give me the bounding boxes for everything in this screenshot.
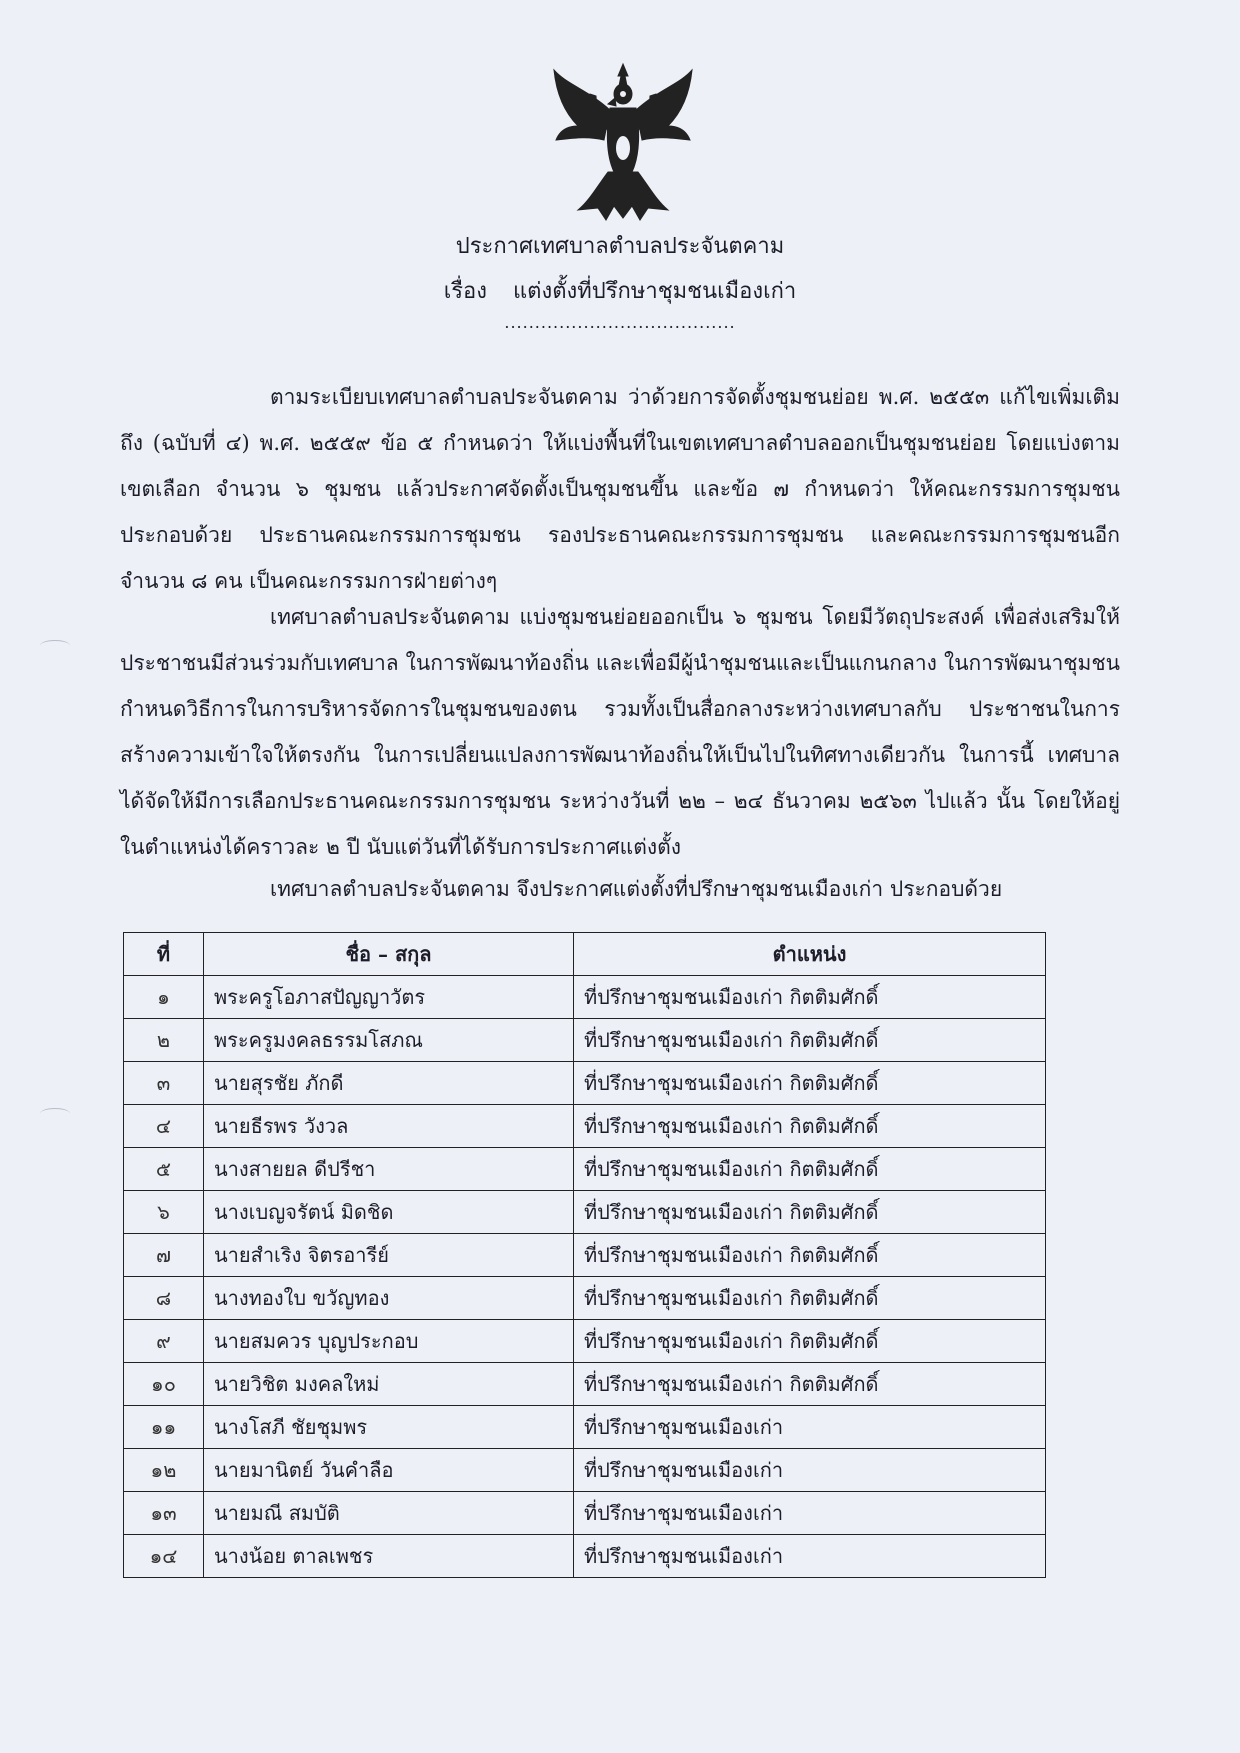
table-row xyxy=(124,976,1046,1019)
row-name: นางเบญจรัตน์ มิดชิด xyxy=(204,1191,574,1234)
advisor-table xyxy=(123,932,1046,1578)
row-name: นางน้อย ตาลเพชร xyxy=(204,1535,574,1578)
row-number: ๑๓ xyxy=(124,1492,204,1535)
announcement-statement: เทศบาลตำบลประจันตคาม จึงประกาศแต่งตั้งที่ปรึกษาชุมชนเมืองเก่า ประกอบด้วย xyxy=(270,877,1003,901)
header-number: ที่ xyxy=(124,933,204,976)
row-number: ๖ xyxy=(124,1191,204,1234)
row-name: นายสุรชัย ภักดี xyxy=(204,1062,574,1105)
table-row xyxy=(124,1191,1046,1234)
paragraph-regulation: ตามระเบียบเทศบาลตำบลประจันตคาม ว่าด้วยการจัดตั้งชุมชนย่อย พ.ศ. ๒๕๕๓ แก้ไขเพิ่มเติมถึง (ฉบับที่ ๔) พ.ศ. ๒๕๕๙ ข้อ ๕ กำหนดว่า ให้แบ่งพื้นที่ในเขตเทศบาลตำบลออกเป็นชุมชนย่อย โดยแบ่งตามเขตเลือก จำนวน ๖ ชุมชน แล้วประกาศจัดตั้งเป็นชุมชนขึ้น และข้อ ๗ กำหนดว่า ให้คณะกรรมการชุมชน ประกอบด้วย ประธานคณะกรรมการชุมชน รองประธานคณะกรรมการชุมชน และคณะกรรมการชุมชนอีก จำนวน ๘ คน เป็นคณะกรรมการฝ่ายต่างๆ xyxy=(120,385,1120,593)
row-position: ที่ปรึกษาชุมชนเมืองเก่า xyxy=(574,1406,1046,1449)
row-name: พระครูมงคลธรรมโสภณ xyxy=(204,1019,574,1062)
row-name: นางทองใบ ขวัญทอง xyxy=(204,1277,574,1320)
header-position: ตำแหน่ง xyxy=(574,933,1046,976)
row-position: ที่ปรึกษาชุมชนเมืองเก่า กิตติมศักดิ์ xyxy=(574,1320,1046,1363)
table-row xyxy=(124,1234,1046,1277)
table-row xyxy=(124,1019,1046,1062)
row-position: ที่ปรึกษาชุมชนเมืองเก่า กิตติมศักดิ์ xyxy=(574,1191,1046,1234)
row-number: ๕ xyxy=(124,1148,204,1191)
row-number: ๒ xyxy=(124,1019,204,1062)
garuda-emblem-icon xyxy=(548,60,698,225)
table-row xyxy=(124,1363,1046,1406)
row-position: ที่ปรึกษาชุมชนเมืองเก่า xyxy=(574,1535,1046,1578)
subject-label: เรื่อง xyxy=(443,279,487,304)
row-number: ๑ xyxy=(124,976,204,1019)
row-number: ๔ xyxy=(124,1105,204,1148)
table-body xyxy=(124,976,1046,1578)
row-position: ที่ปรึกษาชุมชนเมืองเก่า กิตติมศักดิ์ xyxy=(574,1234,1046,1277)
scan-mark xyxy=(40,640,70,651)
row-name: นายสำเริง จิตรอารีย์ xyxy=(204,1234,574,1277)
row-number: ๙ xyxy=(124,1320,204,1363)
row-position: ที่ปรึกษาชุมชนเมืองเก่า กิตติมศักดิ์ xyxy=(574,976,1046,1019)
row-position: ที่ปรึกษาชุมชนเมืองเก่า กิตติมศักดิ์ xyxy=(574,1105,1046,1148)
header-separator: ...................................... xyxy=(504,313,736,332)
table-row xyxy=(124,1105,1046,1148)
header-name: ชื่อ – สกุล xyxy=(204,933,574,976)
row-name: นายมานิตย์ วันคำลือ xyxy=(204,1449,574,1492)
table-header-row xyxy=(124,933,1046,976)
row-position: ที่ปรึกษาชุมชนเมืองเก่า กิตติมศักดิ์ xyxy=(574,1148,1046,1191)
row-number: ๑๑ xyxy=(124,1406,204,1449)
row-number: ๑๔ xyxy=(124,1535,204,1578)
row-number: ๑๒ xyxy=(124,1449,204,1492)
table-row xyxy=(124,1492,1046,1535)
row-number: ๘ xyxy=(124,1277,204,1320)
scan-mark xyxy=(40,1108,70,1119)
row-position: ที่ปรึกษาชุมชนเมืองเก่า xyxy=(574,1449,1046,1492)
table-row xyxy=(124,1406,1046,1449)
table-row xyxy=(124,1535,1046,1578)
row-name: นางโสภี ชัยชุมพร xyxy=(204,1406,574,1449)
row-position: ที่ปรึกษาชุมชนเมืองเก่า xyxy=(574,1492,1046,1535)
row-name: นายธีรพร วังวล xyxy=(204,1105,574,1148)
table-row xyxy=(124,1062,1046,1105)
announcement-title: ประกาศเทศบาลตำบลประจันตคาม xyxy=(455,234,785,259)
row-position: ที่ปรึกษาชุมชนเมืองเก่า กิตติมศักดิ์ xyxy=(574,1277,1046,1320)
row-name: นายวิชิต มงคลใหม่ xyxy=(204,1363,574,1406)
row-name: พระครูโอภาสปัญญาวัตร xyxy=(204,976,574,1019)
paragraph-purpose: เทศบาลตำบลประจันตคาม แบ่งชุมชนย่อยออกเป็น ๖ ชุมชน โดยมีวัตถุประสงค์ เพื่อส่งเสริมให้ประชาชนมีส่วนร่วมกับเทศบาล ในการพัฒนาท้องถิ่น และเพื่อมีผู้นำชุมชนและเป็นแกนกลาง ในการพัฒนาชุมชน กำหนดวิธีการในการบริหารจัดการในชุมชนของตน รวมทั้งเป็นสื่อกลางระหว่างเทศบาลกับ ประชาชนในการสร้างความเข้าใจให้ตรงกัน ในการเปลี่ยนแปลงการพัฒนาท้องถิ่นให้เป็นไปในทิศทางเดียวกัน ในการนี้ เทศบาลได้จัดให้มีการเลือกประธานคณะกรรมการชุมชน ระหว่างวันที่ ๒๒ – ๒๔ ธันวาคม ๒๕๖๓ ไปแล้ว นั้น โดยให้อยู่ในตำแหน่งได้คราวละ ๒ ปี นับแต่วันที่ได้รับการประกาศแต่งตั้ง xyxy=(120,605,1120,859)
table-row xyxy=(124,1449,1046,1492)
row-number: ๑๐ xyxy=(124,1363,204,1406)
row-position: ที่ปรึกษาชุมชนเมืองเก่า กิตติมศักดิ์ xyxy=(574,1019,1046,1062)
announcement-subject xyxy=(0,273,1240,308)
row-name: นายมณี สมบัติ xyxy=(204,1492,574,1535)
row-name: นางสายยล ดีปรีชา xyxy=(204,1148,574,1191)
subject-text: แต่งตั้งที่ปรึกษาชุมชนเมืองเก่า xyxy=(513,279,797,304)
table-row xyxy=(124,1277,1046,1320)
row-number: ๓ xyxy=(124,1062,204,1105)
table-row xyxy=(124,1148,1046,1191)
row-number: ๗ xyxy=(124,1234,204,1277)
row-name: นายสมควร บุญประกอบ xyxy=(204,1320,574,1363)
row-position: ที่ปรึกษาชุมชนเมืองเก่า กิตติมศักดิ์ xyxy=(574,1062,1046,1105)
row-position: ที่ปรึกษาชุมชนเมืองเก่า กิตติมศักดิ์ xyxy=(574,1363,1046,1406)
table-row xyxy=(124,1320,1046,1363)
